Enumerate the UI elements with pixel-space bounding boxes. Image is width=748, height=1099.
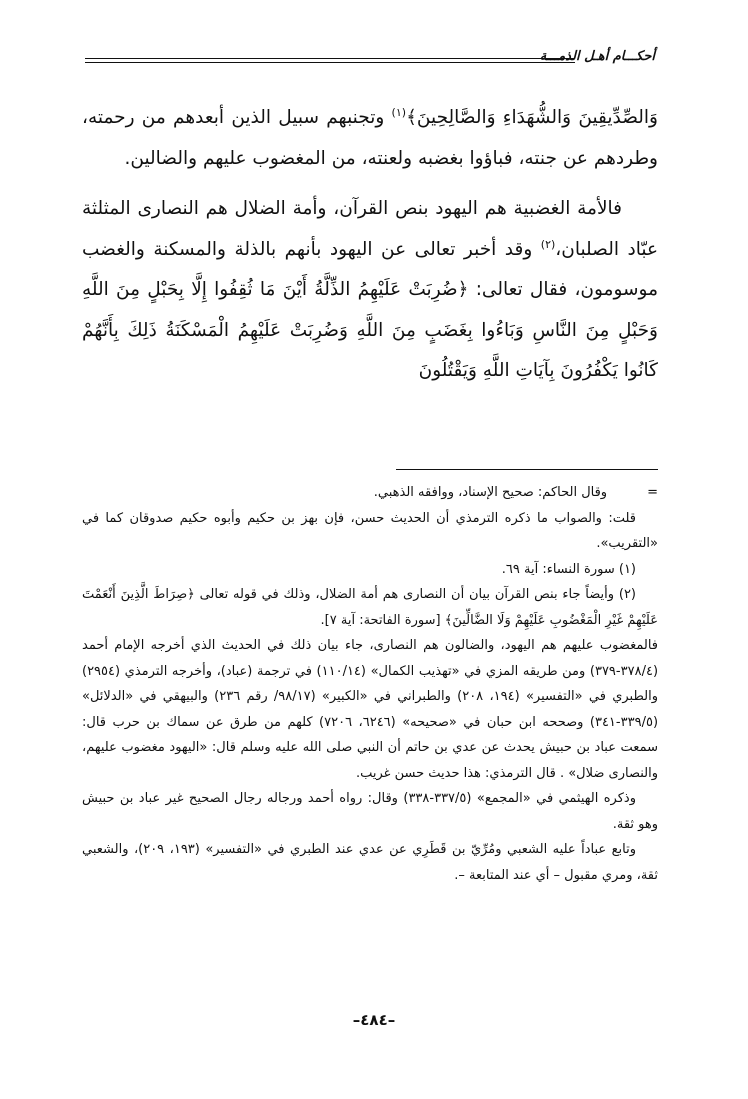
- page-number: –٤٨٤–: [352, 1011, 396, 1029]
- running-header: [85, 48, 655, 68]
- footnote-separator: [396, 469, 658, 470]
- header-rule-bottom: [85, 62, 575, 63]
- footnotes: [82, 480, 658, 888]
- continuation-text: وقال الحاكم: صحيح الإسناد، ووافقه الذهبي.: [373, 485, 608, 500]
- footnote-2-paragraph-2: فالمغضوب عليهم هم اليهود، والضالون هم النصارى، جاء بيان ذلك في الحديث الذي أخرجه الإمام أحمد (٣٧٨/٤-٣٧٩) ومن طريقه المزي في «تهذيب الكمال» (١١٠/١٤) في ترجمة (عباد)، وأخرجه الترمذي (٢٩٥٤) والطبري في «التفسير» (١٩٤، ٢٠٨) والطبراني في «الكبير» (٩٨/١٧/ رقم ٢٣٦) والبيهقي في «الدلائل» (٣٣٩/٥-٣٤١) وصححه ابن حبان في «صحيحه» (٦٢٤٦، ٧٢٠٦) كلهم من طرق عن سماك بن حرب قال: سمعت عباد بن حبيش يحدث عن عدي بن حاتم أن النبي صلى الله عليه وسلم قال: «اليهود مغضوب عليهم، والنصارى ضلال» . قال الترمذي: هذا حديث حسن غريب.: [82, 638, 659, 781]
- footnote-2-paragraph-3: وذكره الهيثمي في «المجمع» (٣٣٧/٥-٣٣٨) وقال: رواه أحمد ورجاله رجال الصحيح غير عباد بن حبيش وهو ثقة.: [82, 791, 658, 832]
- quran-verse-continuation: وَالصِّدِّيقِينَ وَالشُّهَدَاءِ وَالصَّالِحِينَ﴾: [406, 107, 658, 128]
- footnote-1: (١) سورة النساء: آية ٦٩.: [501, 561, 636, 577]
- footnote-ref-2: (٢): [540, 237, 556, 251]
- paragraph-2-text-a: فالأمة الغضبية هم اليهود بنص القرآن، وأمة الضلال هم النصارى المثلثة عبّاد الصلبان،: [82, 198, 658, 260]
- header-title: أحكـــام أهـل الذمـــة: [539, 49, 655, 64]
- header-rule-top: [85, 58, 575, 59]
- footnote-2-text-b: [سورة الفاتحة: آية ٧].: [320, 612, 445, 628]
- footnote-2-paragraph-4: وتابع عباداً عليه الشعبي ومُرِّيّ بن قَطَرِي عن عدي عند الطبري في «التفسير» (١٩٣، ٢٠٩)، والشعبي ثقة، ومري مقبول – أي عند المتابعة –.: [82, 842, 658, 883]
- paragraph-2-text-b: وقد أخبر تعالى عن اليهود بأنهم بالذلة والمسكنة والغضب موسومون، فقال تعالى:: [82, 238, 658, 300]
- quran-verse: ﴿ضُرِبَتْ عَلَيْهِمُ الذِّلَّةُ أَيْنَ مَا ثُقِفُوا إِلَّا بِحَبْلٍ مِنَ اللَّهِ وَحَبْلٍ مِنَ النَّاسِ وَبَاءُوا بِغَضَبٍ مِنَ اللَّهِ وَضُرِبَتْ عَلَيْهِمُ الْمَسْكَنَةُ ذَلِكَ بِأَنَّهُمْ كَانُوا يَكْفُرُونَ بِآيَاتِ اللَّهِ وَيَقْتُلُونَ: [82, 279, 658, 381]
- footnote-2-quran: ﴿صِرَاطَ الَّذِينَ أَنْعَمْتَ عَلَيْهِمْ غَيْرِ الْمَغْضُوبِ عَلَيْهِمْ وَلَا الضَّالِّينَ﴾: [82, 587, 658, 628]
- footnote-continuation: [82, 480, 658, 506]
- main-paragraph-2: [82, 189, 658, 392]
- footnote-2: [82, 582, 658, 633]
- main-paragraph-1: [82, 98, 658, 179]
- main-text: [82, 98, 658, 392]
- footnote-qultu: قلت: والصواب ما ذكره الترمذي أن الحديث حسن، فإن بهز بن حكيم وأبوه حكيم صدوقان كما في «التقريب».: [82, 510, 658, 551]
- paragraph-1-text: وتجنبهم سبيل الذين أبعدهم من رحمته، وطردهم عن جنته، فباؤوا بغضبه ولعنته، من المغضوب عليهم والضالين.: [82, 107, 658, 169]
- continuation-mark: =: [647, 485, 658, 500]
- footnote-ref-1: (١): [391, 105, 407, 119]
- footnote-2-text-a: (٢) وأيضاً جاء بنص القرآن بيان أن النصارى هم أمة الضلال، وذلك في قوله تعالى: [194, 587, 636, 602]
